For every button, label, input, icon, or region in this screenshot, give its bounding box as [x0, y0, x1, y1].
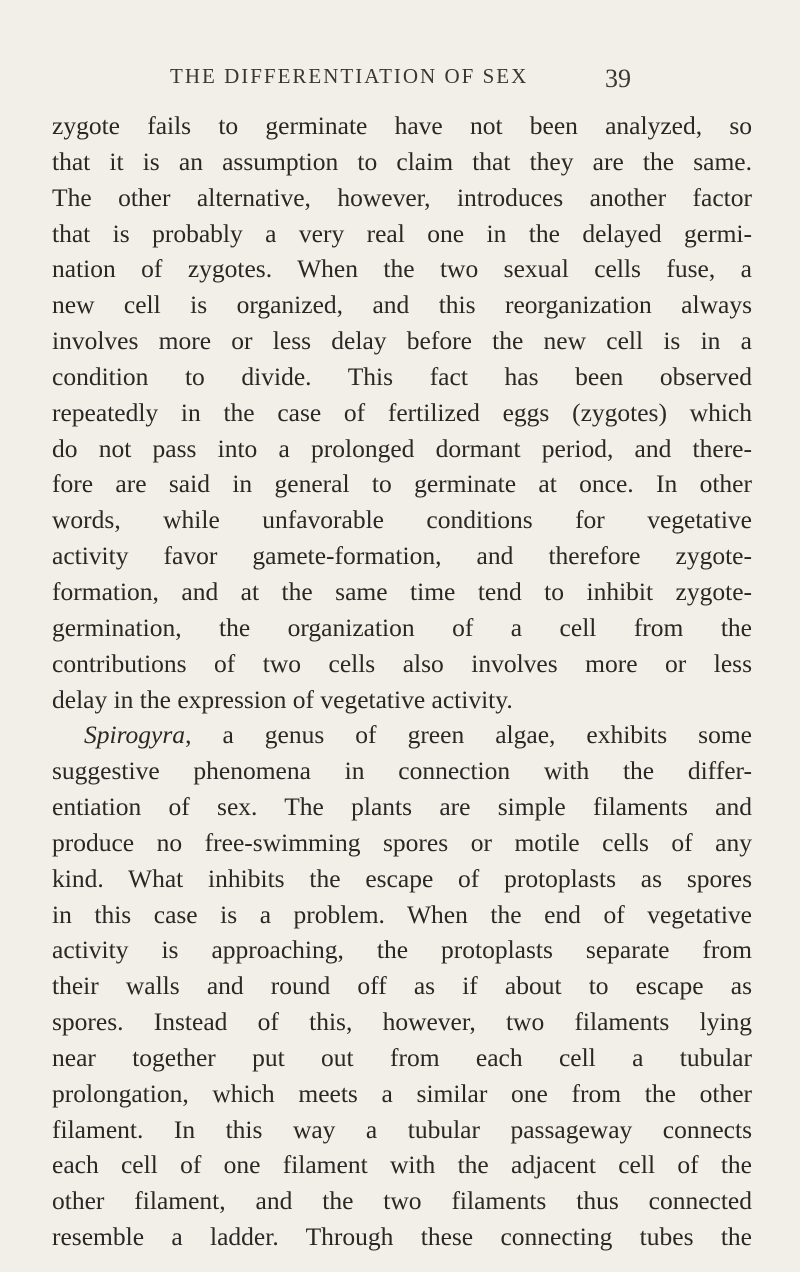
- body-text: [52, 108, 752, 1255]
- text-line-rest: , a genus of green algae, exhibits some: [185, 720, 752, 750]
- text-line: repeatedly in the case of fertilized eggs (zygotes) which: [52, 397, 752, 427]
- text-line: suggestive phenomena in connection with the differ-: [52, 756, 752, 786]
- text-line: do not pass into a prolonged dormant period, and there-: [52, 433, 752, 463]
- text-line: new cell is organized, and this reorganization always: [52, 290, 752, 320]
- text-line: entiation of sex. The plants are simple filaments and: [52, 792, 752, 822]
- page-number: 39: [605, 64, 631, 93]
- text-line: fore are said in general to germinate at once. In other: [52, 469, 752, 499]
- text-line: condition to divide. This fact has been observed: [52, 361, 752, 391]
- text-line: The other alternative, however, introduces another factor: [52, 182, 752, 212]
- text-line: in this case is a problem. When the end of vegetative: [52, 899, 752, 929]
- text-line: zygote fails to germinate have not been analyzed, so: [52, 111, 752, 140]
- text-line: their walls and round off as if about to escape as: [52, 971, 752, 1001]
- text-line: formation, and at the same time tend to inhibit zygote-: [52, 576, 752, 606]
- text-line: resemble a ladder. Through these connecting tubes the: [52, 1222, 752, 1252]
- text-line: filament. In this way a tubular passageway connects: [52, 1114, 752, 1144]
- text-line: words, while unfavorable conditions for vegetative: [52, 505, 752, 535]
- running-head: THE DIFFERENTIATION OF SEX: [170, 64, 529, 88]
- text-line: other filament, and the two filaments thus connected: [52, 1186, 752, 1216]
- text-line: prolongation, which meets a similar one from the other: [52, 1078, 752, 1108]
- text-line: activity favor gamete-formation, and therefore zygote-: [52, 541, 752, 571]
- text-line: nation of zygotes. When the two sexual cells fuse, a: [52, 254, 752, 284]
- text-line: that is probably a very real one in the delayed germi-: [52, 218, 752, 248]
- text-line: that it is an assumption to claim that they are the same.: [52, 146, 752, 176]
- text-line: spores. Instead of this, however, two filaments lying: [52, 1007, 752, 1037]
- text-line: activity is approaching, the protoplasts separate from: [52, 935, 752, 965]
- text-line: involves more or less delay before the new cell is in a: [52, 326, 752, 356]
- text-line: produce no free-swimming spores or motile cells of any: [52, 827, 752, 857]
- text-line: contributions of two cells also involves more or less: [52, 648, 752, 678]
- genus-name: Spirogyra: [84, 720, 186, 750]
- text-line: germination, the organization of a cell from the: [52, 612, 752, 642]
- text-line: near together put out from each cell a tubular: [52, 1042, 752, 1072]
- text-line: kind. What inhibits the escape of protoplasts as spores: [52, 863, 752, 893]
- text-line: each cell of one filament with the adjacent cell of the: [52, 1150, 752, 1180]
- paragraph-start-line: [52, 717, 752, 753]
- paragraph-end-line: delay in the expression of vegetative activity.: [52, 684, 513, 714]
